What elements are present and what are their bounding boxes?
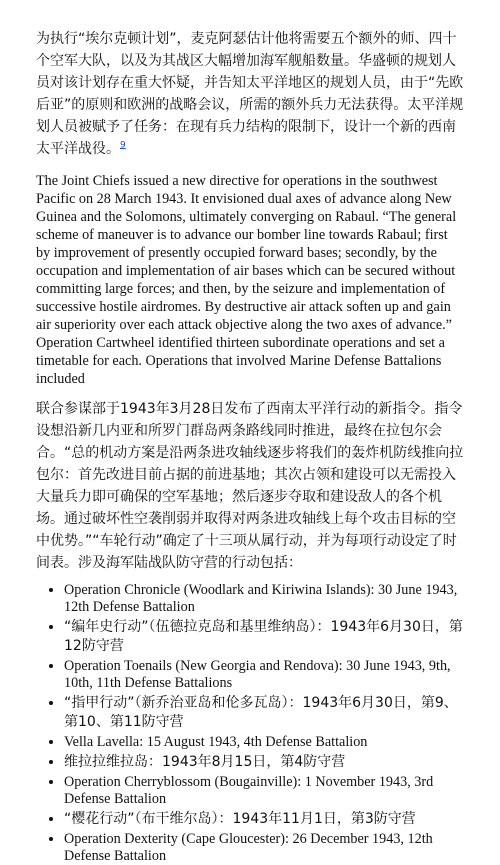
operations-list-item: • “编年史行动”（伍德拉克岛和基里维纳岛）：1943年6月30日，第12防守营 [64,618,464,656]
operations-list-item: • Operation Dexterity (Cape Gloucester): 26 December 1943, 12th Defense Battalion [64,831,464,865]
paragraph-chinese-intro [36,28,464,160]
paragraph-english-directive: The Joint Chiefs issued a new directive for operations in the southwest Pacific on 28 March 1943. It envisioned dual axes of advance along New Guinea and the Solomons, ultimately converging on Rabaul. “The general scheme of maneuver is to advance our bomber line towards Rabaul; first by improvement of presently occupied forward bases; secondly, by the occupation and implementation of air bases which can be secured without committing large forces; and then, by the seizure and implementation of successive hostile airdromes. By destructive air attack soften up and gain air superiority over each attack objective along the two axes of advance.” Operation Cartwheel identified thirteen subordinate operations and set a timetable for each. Operations that involved Marine Defense Battalions included [36,173,457,387]
paragraph-chinese-directive: 联合参谋部于1943年3月28日发布了西南太平洋行动的新指令。指令设想沿新几内亚和所罗门群岛两条路线同时推进，最终在拉包尔会合。“总的机动方案是沿两条进攻轴线逐步将我们的轰炸机防线推向拉包尔：首先改进目前占据的前进基地；其次占领和建设可以无需投入大量兵力即可确保的空军基地；然后逐步夺取和建设敌人的各个机场。通过破坏性空袭削弱并取得对两条进攻轴线上每个攻击目标的空中优势。”“车轮行动”确定了十三项从属行动，并为每项行动设定了时间表。涉及海军陆战队防守营的行动包括： [36,401,464,571]
operations-list-item: • Operation Chronicle (Woodlark and Kiriwina Islands): 30 June 1943, 12th Defense Battalion [64,582,464,616]
operations-list [36,582,464,865]
operations-list-item: • “樱花行动”（布干维尔岛）：1943年11月1日，第3防守营 [64,810,464,829]
operations-list-item: • Operation Cherryblossom (Bougainville): 1 November 1943, 3rd Defense Battalion [64,774,464,808]
operations-list-item: • Operation Toenails (New Georgia and Rendova): 30 June 1943, 9th, 10th, 11th Defense Battalions [64,658,464,692]
footnote-link[interactable]: 9 [120,140,126,151]
operations-list-item: • Vella Lavella: 15 August 1943, 4th Defense Battalion [64,734,464,751]
operations-list-item: • “指甲行动”（新乔治亚岛和伦多瓦岛）：1943年6月30日，第9、第10、第11防守营 [64,694,464,732]
paragraph-chinese-intro-text: 为执行“埃尔克顿计划”，麦克阿瑟估计他将需要五个额外的师、四十个空军大队，以及为其战区大幅增加海军舰船数量。华盛顿的规划人员对该计划存在重大怀疑，并告知太平洋地区的规划人员，由于“先欧后亚”的原则和欧洲的战略会议，所需的额外兵力无法获得。太平洋规划人员被赋予了任务：在现有兵力结构的限制下，设计一个新的西南太平洋战役。 [36,31,464,157]
operations-list-item: • 维拉拉维拉岛：1943年8月15日，第4防守营 [64,753,464,772]
